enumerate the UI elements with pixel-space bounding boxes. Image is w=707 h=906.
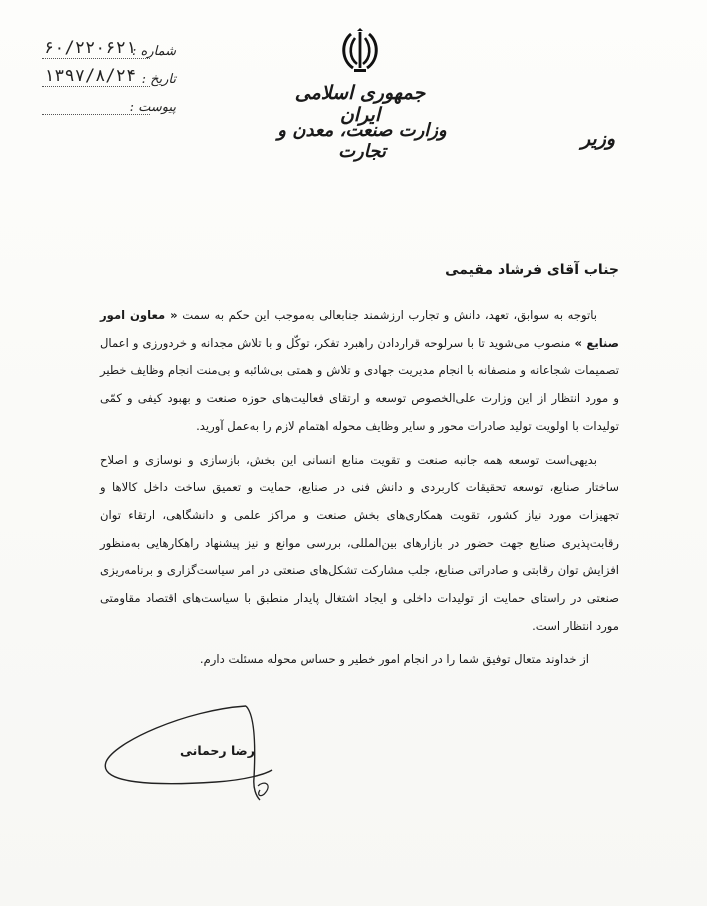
minister-title: وزیر [580, 128, 616, 150]
letter-meta [36, 38, 176, 122]
number-value: ۶۰/۲۲۰۶۲۱ [44, 38, 137, 58]
salutation: جناب آقای فرشاد مقیمی [445, 262, 619, 278]
ministry-title: وزارت صنعت، معدن و تجارت [277, 120, 447, 162]
date-label: تاریخ : [141, 72, 176, 87]
closing-line: از خداوند متعال توفیق شما را در انجام امور خطیر و حساس محوله مسئلت دارم. [199, 652, 589, 667]
paragraph-2: بدیهی‌است توسعه همه جانبه صنعت و تقویت منابع انسانی این بخش، بازسازی و نوسازی و اصلاح ساختار صنایع، توسعه تحقیقات کاربردی و دانش فنی در صنایع، حمایت و تعمیق ساخت داخل کالاها و تجهیزات مورد نیاز کشور، تقویت همکاری‌های بخش صنعت و مراکز علمی و دانشگاهی، ارتقاء توان رقابت‌پذیری صنایع جهت حضور در بازارهای بین‌المللی، بررسی موانع و نیز پیشنهاد راهکارهایی به‌منظور افزایش توان رقابتی و صادراتی صنایع، جلب مشارکت تشکل‌های صنعتی در امر سیاست‌گزاری و برنامه‌ریزی صنعتی در راستای حمایت از تولیدات داخلی و ایجاد اشتغال پایدار منطبق با سیاست‌های اقتصاد مقاومتی مورد انتظار است. [100, 452, 619, 633]
number-row [36, 38, 176, 66]
paragraph-1-intro: باتوجه به سوابق، تعهد، دانش و تجارب ارزشمند جنابعالی به‌موجب این حکم به سمت [182, 308, 598, 322]
date-row [36, 66, 176, 94]
paragraph-1-rest: منصوب می‌شوید تا با سرلوحه قراردادن راهبرد تفکر، توکّل و با تلاش مجدانه و خردورزی و اعمال تصمیمات شجاعانه و منصفانه با انجام مدیریت جهادی و تلاش و همتی بی‌شائبه و بی‌منت انجام وظایف خطیر و مورد انتظار از این وزارت علی‌الخصوص توسعه و ارتقای فعالیت‌های حوزه صنعت و بهبود کیفی و کمّی تولیدات با اولویت تولید صادرات محور و سایر وظایف محوله اهتمام لازم را به‌عمل آورید. [100, 335, 619, 433]
signer-name: رضا رحمانی [180, 743, 255, 758]
number-label: شماره : [132, 44, 176, 59]
attachment-row [36, 94, 176, 122]
date-line [42, 86, 150, 87]
date-value: ۱۳۹۷/۸/۲۴ [44, 66, 137, 86]
attachment-label: پیوست : [129, 100, 176, 115]
letter-body [100, 302, 619, 674]
republic-title: جمهوری اسلامی ایران [294, 82, 426, 126]
iran-emblem-icon [337, 28, 383, 74]
paragraph-1 [100, 302, 619, 441]
appointment-title: « معاون امور صنایع » [100, 308, 619, 350]
